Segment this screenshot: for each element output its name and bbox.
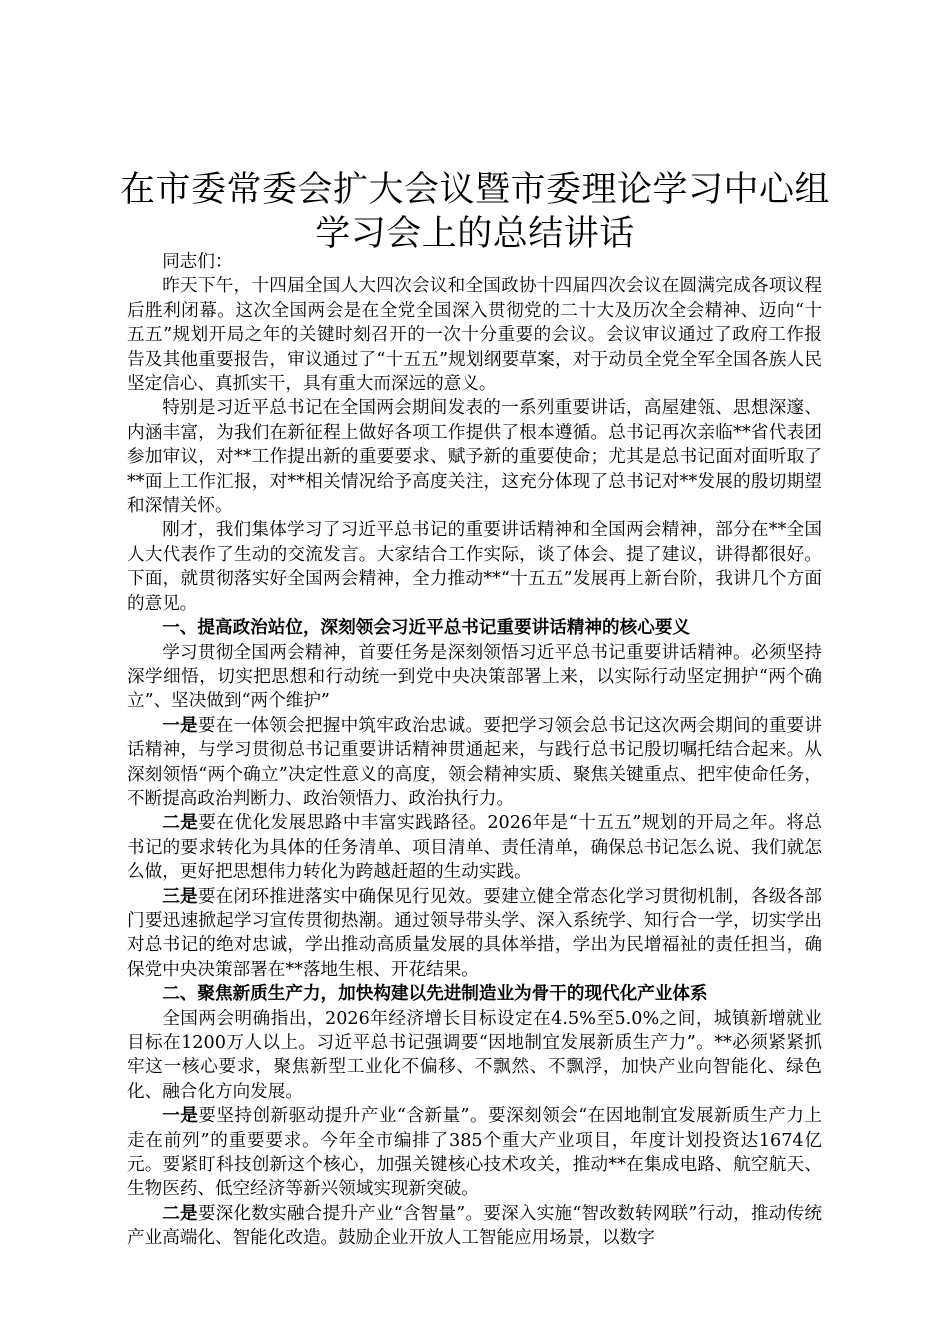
paragraph-lead: 三是 — [162, 885, 198, 907]
paragraph — [127, 811, 822, 884]
paragraph: 刚才，我们集体学习了习近平总书记的重要讲话精神和全国两会精神，部分在**全国人大代表作了生动的交流发言。大家结合工作实际，谈了体会、提了建议，讲得都很好。下面，就贯彻落实好全国两会精神，全力推动**“十五五”发展再上新台阶，我讲几个方面的意见。 — [127, 520, 822, 614]
paragraph-text: 要深化数实融合提升产业“含智量”。要深入实施“智改数转网联”行动，推动传统产业高端化、智能化改造。鼓励企业开放人工智能应用场景，以数字 — [127, 1203, 822, 1249]
salutation: 同志们： — [162, 252, 233, 272]
paragraph-text: 要在优化发展思路中丰富实践路径。2026年是“十五五”规划的开局之年。将总书记的要求转化为具体的任务清单、项目清单、责任清单，确保总书记怎么说、我们就怎么做，更好把思想伟力转化为跨越赶超的生动实践。 — [127, 813, 822, 883]
paragraph-lead: 二是 — [162, 812, 199, 834]
title-line-2: 学习会上的总结讲话 — [315, 214, 635, 254]
paragraph-text: 要在闭环推进落实中确保见行见效。要建立健全常态化学习贯彻机制，各级各部门要迅速掀起学习宣传贯彻热潮。通过领导带头学、深入系统学、知行合一学，切实学出对总书记的绝对忠诚，学出推动高质量发展的具体举措，学出为民增福祉的责任担当，确保党中央决策部署在**落地生根、开花结果。 — [127, 886, 822, 980]
paragraph — [127, 1104, 822, 1202]
paragraph-lead: 一是 — [162, 714, 198, 736]
paragraph — [127, 1202, 822, 1251]
paragraph — [127, 885, 822, 983]
title-line-1: 在市委常委会扩大会议暨市委理论学习中心组 — [119, 170, 830, 210]
paragraph — [127, 714, 822, 812]
paragraph-text: 要在一体领会把握中筑牢政治忠诚。要把学习领会总书记这次两会期间的重要讲话精神，与学习贯彻总书记重要讲话精神贯通起来，与践行总书记殷切嘱托结合起来。从深刻领悟“两个确立”决定性意义的高度，领会精神实质、聚焦关键重点、把牢使命任务，不断提高政治判断力、政治领悟力、政治执行力。 — [127, 715, 822, 809]
paragraph: 昨天下午，十四届全国人大四次会议和全国政协十四届四次会议在圆满完成各项议程后胜利闭幕。这次全国两会是在全党全国深入贯彻党的二十大及历次全会精神、迈向“十五五”规划开局之年的关键时刻召开的一次十分重要的会议。会议审议通过了政府工作报告及其他重要报告，审议通过了“十五五”规划纲要草案，对于动员全党全军全国各族人民坚定信心、真抓实干，具有重大而深远的意义。 — [127, 276, 822, 395]
paragraph-lead: 二是 — [162, 1202, 198, 1224]
paragraph: 全国两会明确指出，2026年经济增长目标设定在4.5%至5.0%之间，城镇新增就业目标在1200万人以上。习近平总书记强调要“因地制宜发展新质生产力”。**必须紧紧抓牢这一核心要求，聚焦新型工业化不偏移、不飘然、不飘浮，加快产业向智能化、绿色化、融合化方向发展。 — [127, 1008, 822, 1102]
paragraph-text: 要坚持创新驱动提升产业“含新量”。要深刻领会“在因地制宜发展新质生产力上走在前列”的重要要求。今年全市编排了385个重大产业项目，年度计划投资达1674亿元。要紧盯科技创新这个核心，加强关键核心技术攻关，推动**在集成电路、航空航天、生物医药、低空经济等新兴领域实现新突破。 — [127, 1106, 822, 1200]
document-title — [110, 168, 840, 256]
paragraph: 学习贯彻全国两会精神，首要任务是深刻领悟习近平总书记重要讲话精神。必须坚持深学细悟，切实把思想和行动统一到党中央决策部署上来，以实际行动坚定拥护“两个确立”、坚决做到“两个维护” — [127, 642, 822, 712]
section-heading: 一、提高政治站位，深刻领会习近平总书记重要讲话精神的核心要义 — [162, 617, 691, 639]
document-body — [127, 250, 822, 1251]
section-heading: 二、聚焦新质生产力，加快构建以先进制造业为骨干的现代化产业体系 — [162, 983, 708, 1005]
paragraph: 特别是习近平总书记在全国两会期间发表的一系列重要讲话，高屋建瓴、思想深邃、内涵丰富，为我们在新征程上做好各项工作提供了根本遵循。总书记再次亲临**省代表团参加审议，对**工作提出新的重要要求、赋予新的重要使命；尤其是总书记面对面听取了**面上工作汇报，对**相关情况给予高度关注，这充分体现了总书记对**发展的殷切期望和深情关怀。 — [127, 398, 822, 517]
paragraph-lead: 一是 — [162, 1105, 199, 1127]
